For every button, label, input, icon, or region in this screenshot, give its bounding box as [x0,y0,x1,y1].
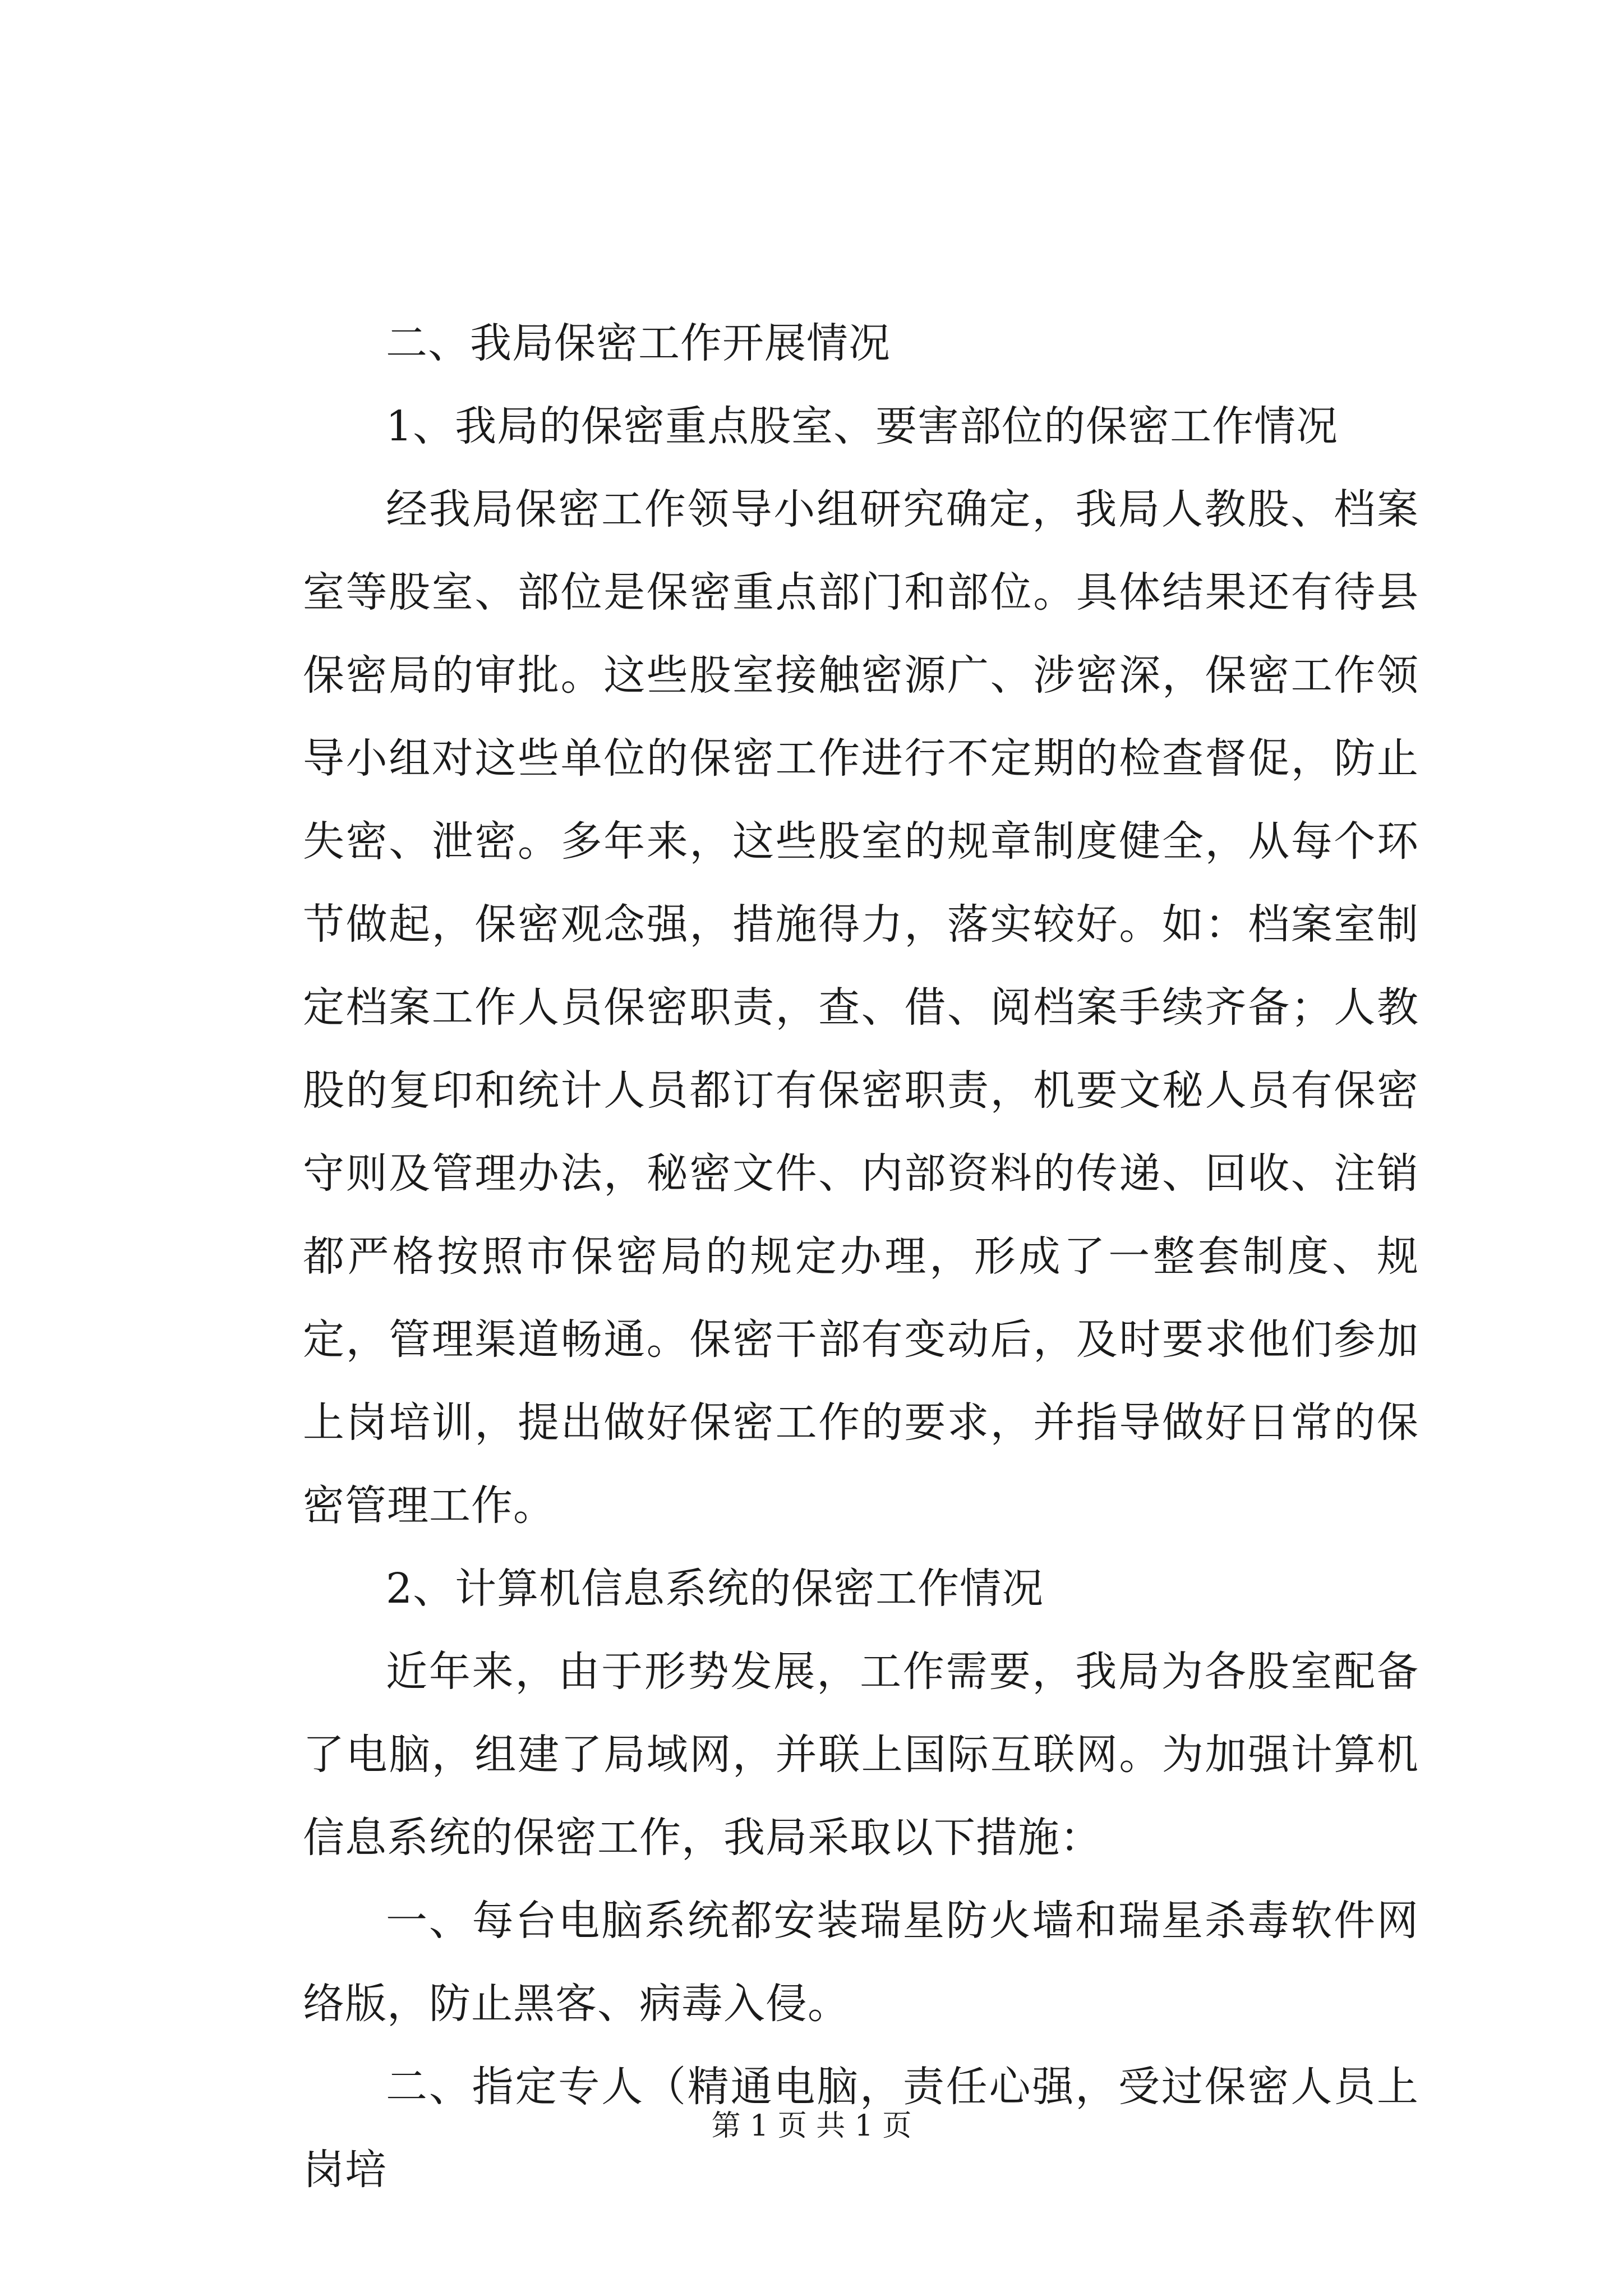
section-heading: 二、我局保密工作开展情况 [386,319,891,367]
paragraph-3: 一、每台电脑系统都安装瑞星防火墙和瑞星杀毒软件网络版，防止黑客、病毒入侵。 [303,1897,1419,2028]
paragraph-1: 经我局保密工作领导小组研究确定，我局人教股、档案室等股室、部位是保密重点部门和部位。具体结果还有待县保密局的审批。这些股室接触密源广、涉密深，保密工作领导小组对这些单位的保密工作进行不定期的检查督促，防止失密、泄密。多年来，这些股室的规章制度健全，从每个环节做起，保密观念强，措施得力，落实较好。如：档案室制定档案工作人员保密职责，查、借、阅档案手续齐备；人教股的复印和统计人员都订有保密职责，机要文秘人员有保密守则及管理办法，秘密文件、内部资料的传递、回收、注销都严格按照市保密局的规定办理，形成了一整套制度、规定，管理渠道畅通。保密干部有变动后，及时要求他们参加上岗培训，提出做好保密工作的要求，并指导做好日常的保密管理工作。 [303,485,1419,1530]
paragraph-2: 近年来，由于形势发展，工作需要，我局为各股室配备了电脑，组建了局域网，并联上国际互联网。为加强计算机信息系统的保密工作，我局采取以下措施： [303,1648,1419,1862]
subsection-heading-1: 1、我局的保密重点股室、要害部位的保密工作情况 [386,402,1339,450]
subsection-heading-2: 2、计算机信息系统的保密工作情况 [386,1565,1044,1613]
document-body [303,302,1419,2211]
paragraph-4: 二、指定专人（精通电脑，责任心强，受过保密人员上岗培 [303,2063,1419,2194]
page-number-label: 第 1 页 共 1 页 [711,2109,912,2143]
page-footer [0,2109,1623,2143]
